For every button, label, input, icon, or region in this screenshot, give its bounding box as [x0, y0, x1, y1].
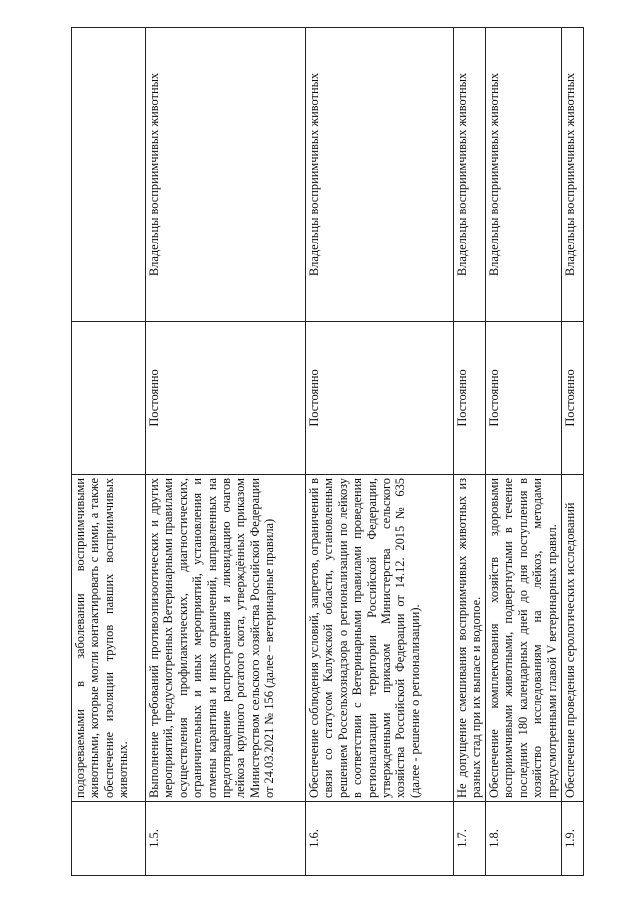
- measure-responsible: Владельцы восприимчивых животных: [562, 28, 584, 322]
- row-number: 1.9.: [562, 802, 584, 876]
- row-number: 1.6.: [306, 802, 454, 876]
- measure-description: Обеспечение проведения серологических исследований: [562, 475, 584, 802]
- measure-period: Постоянно: [146, 322, 306, 475]
- table-row: [306, 28, 454, 876]
- row-number: 1.7.: [454, 802, 486, 876]
- measure-period: Постоянно: [306, 322, 454, 475]
- row-number: 1.5.: [146, 802, 306, 876]
- table-row: [72, 28, 146, 876]
- measure-description: Обеспечение соблюдения условий, запретов, ограничений в связи со статусом Калужской области, установленным решением Россельхознадзора о регионализации по лейкозу в соответствии с Ветеринарными правилами проведения регионализации территории Российской Федерации, утвержденными приказом Министерства сельского хозяйства Российской Федерации от 14.12. 2015 № 635 (далее - решение о регионализации).: [306, 475, 454, 802]
- measure-period: Постоянно: [454, 322, 486, 475]
- measure-period: Постоянно: [486, 322, 562, 475]
- measure-period: [72, 322, 146, 475]
- measure-description: Не допущение смешивания восприимчивых животных из разных стад при их выпасе и водопое.: [454, 475, 486, 802]
- table-row: [486, 28, 562, 876]
- rotated-page: [71, 28, 583, 876]
- row-number: 1.8.: [486, 802, 562, 876]
- measure-responsible: Владельцы восприимчивых животных: [306, 28, 454, 322]
- measure-period: Постоянно: [562, 322, 584, 475]
- measure-description: Выполнение требований противоэпизоотических и других мероприятий, предусмотренных Ветеринарными правилами осуществления профилактических, диагностических, ограничительных и иных мероприятий, установления и отмены карантина и иных ограничений, направленных на предотвращение распространения и ликвидацию очагов лейкоза крупного рогатого скота, утверждённых приказом Министерством сельского хозяйства Российской Федерации от 24.03.2021 № 156 (далее – ветеринарные правила): [146, 475, 306, 802]
- table-row: [454, 28, 486, 876]
- measure-responsible: Владельцы восприимчивых животных: [486, 28, 562, 322]
- table-row: [146, 28, 306, 876]
- measures-table: [71, 27, 584, 876]
- measure-responsible: Владельцы восприимчивых животных: [146, 28, 306, 322]
- measure-responsible: [72, 28, 146, 322]
- measure-description: Обеспечение комплектования хозяйств здоровыми восприимчивыми животными, подвергнутыми в течение последних 180 календарных дней до дня поступления в хозяйство исследованиям на лейкоз, методами предусмотренными главой V ветеринарных правил.: [486, 475, 562, 802]
- row-number: [72, 802, 146, 876]
- measure-responsible: Владельцы восприимчивых животных: [454, 28, 486, 322]
- measure-description: подозреваемыми в заболевании восприимчивыми животными, которые могли контактировать с ними, а также обеспечение изоляции трупов павших восприимчивых животных.: [72, 475, 146, 802]
- table-row: [562, 28, 584, 876]
